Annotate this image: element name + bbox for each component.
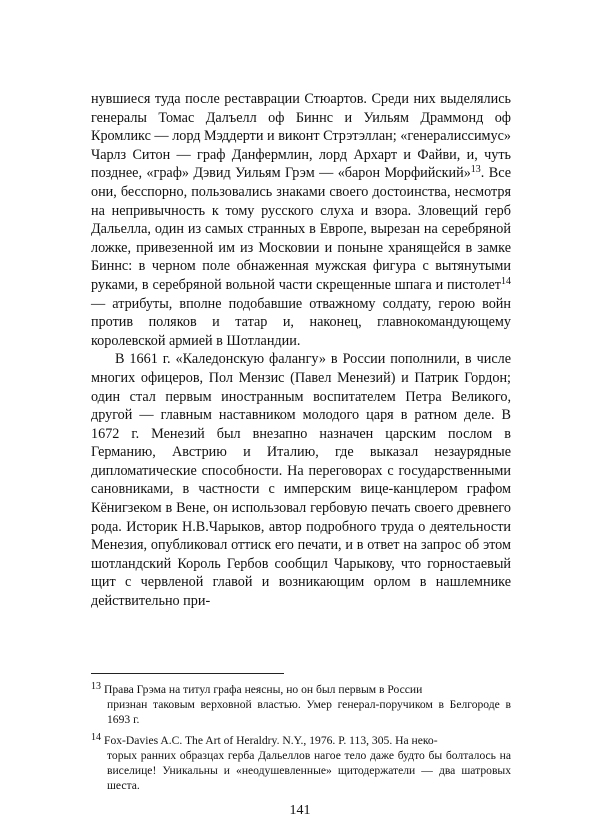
main-text [91,90,511,611]
footnote-13-text: признан таковым верховной властью. Умер генерал-поручиком в Белгороде в 1693 г. [107,698,511,727]
footnote-13 [91,682,511,728]
footnote-14-text-start: Fox-Davies A.C. The Art of Heraldry. N.Y., 1976. P. 113, 305. На неко- [104,733,438,747]
footnote-14 [91,733,511,794]
paragraph-1-part-c: — атрибуты, вполне подобавшие отважному солдату, герою войн против поляков и татар и, наконец, главнокомандующему королевской армией в Шотландии. [91,295,511,349]
page-number: 141 [289,803,311,818]
footnote-divider [91,673,284,674]
footnote-13-text-start: Права Грэма на титул графа неясны, но он был первым в России [104,683,423,696]
footnotes [91,682,511,798]
footnote-13-mark: 13 [91,681,101,692]
footnote-ref-14[interactable]: 14 [501,275,511,287]
footnote-14-text: торых ранних образцах герба Дальеллов нагое тело даже будто бы болталось на виселице! Уникальны и «неодушевленные» щитодержатели — два шатровых шеста. [107,748,511,793]
paragraph-1-part-a: нувшиеся туда после реставрации Стюартов. Среди них выделялись генералы Томас Далъелл оф Биннс и Уильям Драммонд оф Кромликс — лорд Мэддерти и виконт Стрэтэллан; «генералиссимус» Чарлз Ситон — граф Данфермлин, лорд Архарт и Файви, и, чуть позднее, «граф» Дэвид Уильям Грэм — «барон Морфийский» [91,91,511,182]
paragraph-2: В 1661 г. «Каледонскую фалангу» в России пополнили, в числе многих офицеров, Пол Мензис (Павел Менезий) и Патрик Гордон; один стал первым иностранным воспитателем Петра Великого, другой — главным наставником молодого царя в ратном деле. В 1672 г. Менезий был внезапно назначен царским послом в Германию, Австрию и Италию, где выказал незаурядные дипломатические способности. На переговорах с государственными сановниками, в частности с имперским вице-канцлером графом Кёнигзеком в Вене, он использовал гербовую печать своего древнего рода. Историк Н.В.Чарыков, автор подробного труда о деятельности Менезия, опубликовал оттиск его печати, и в ответ на запрос об этом шотландский Король Гербов сообщил Чарыкову, что горностаевый щит с червленой главой и возникающим орлом в нашлемнике действительно при- [91,351,511,610]
footnote-14-mark: 14 [91,731,101,743]
footnote-ref-13[interactable]: 13 [470,164,481,176]
footnote-14-first-line [91,733,511,748]
paragraph-1 [91,90,511,350]
paragraph-1-part-b: . Все они, бесспорно, пользовались знаками своего достоинства, несмотря на непривычность к тому русского слуха и взора. Зловещий герб Дальелла, один из самых странных в Европе, вырезан на серебряной ложке, привезенной им из Московии и поныне хранящейся в замке Биннс: в черном поле обнаженная мужская фигура с вытянутыми руками, в серебряной вольной части скрещенные шпага и пистолет [91,165,511,293]
footnote-13-first-line [91,682,511,697]
